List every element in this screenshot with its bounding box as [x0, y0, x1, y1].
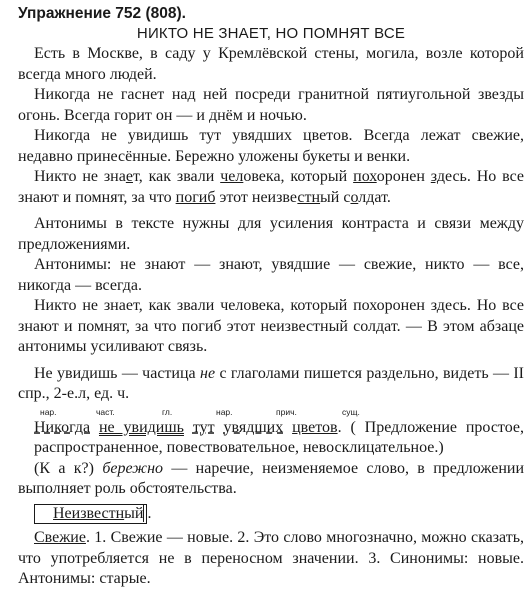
pos-label: сущ. [342, 406, 360, 417]
answer-2: Антонимы: не знают — знают, увядшие — свежие, никто — все, никогда — всегда. [18, 256, 524, 294]
text-title: НИКТО НЕ ЗНАЕТ, НО ПОМНЯТ ВСЕ [136, 25, 406, 42]
parsed-sentence: Никогда не увидишь тут увядших цветов. ( Предложение простое, распространенное, повествовательное, невосклицательное.) [34, 418, 524, 456]
synonyms-paragraph: Свежие. 1. Свежие — новые. 2. Это слово многозначно, можно сказать, что употребляется не в переносном значении. 3. Синонимы: новые. Антонимы: старые. [18, 529, 524, 587]
pos-label: част. [96, 406, 115, 417]
paragraph-1: Есть в Москве, в саду у Кремлёвской стены, могила, возле которой всегда много людей. [18, 45, 524, 83]
answer-4: Не увидишь — частица не с глаголами пишется раздельно, видеть — II спр., 2-е.л, ед. ч. [18, 364, 525, 402]
pos-label: гл. [162, 406, 173, 417]
paragraph-3: Никогда не увидишь тут увядших цветов. Всегда лежат свежие, недавно принесённые. Бережно уложены букеты и венки. [18, 127, 524, 165]
pos-label: нар. [216, 406, 233, 417]
paragraph-2: Никогда не гаснет над ней посреди гранитной пятиугольной звезды огонь. Всегда горит он — и днём и ночью. [18, 86, 524, 124]
word-breakdown: Неизвестный . [18, 504, 524, 525]
paragraph-4: Никто не знает, как звали человека, который похоронен здесь. Но все знают и помнят, за что погиб этот неизвестный солдат. [18, 168, 524, 206]
pos-label: нар. [40, 406, 57, 417]
exercise-page [18, 4, 524, 590]
morph-analysis: (К а к?) бережно — наречие, неизменяемое слово, в предложении выполняет роль обстоятельства. [18, 459, 525, 497]
sentence-parse [18, 407, 524, 459]
word-structure-box: Неизвестный [34, 504, 147, 524]
answer-1: Антонимы в тексте нужны для усиления контраста и связи между предложениями. [18, 215, 524, 253]
part-of-speech-labels [34, 407, 524, 418]
pos-label: прич. [276, 406, 297, 417]
exercise-heading: Упражнение 752 (808). [18, 5, 186, 22]
answer-3: Никто не знает, как звали человека, который похоронен здесь. Но все знают и помнят, за что погиб этот неизвестный солдат. — В этом абзаце антонимы усиливают связь. [18, 297, 524, 355]
